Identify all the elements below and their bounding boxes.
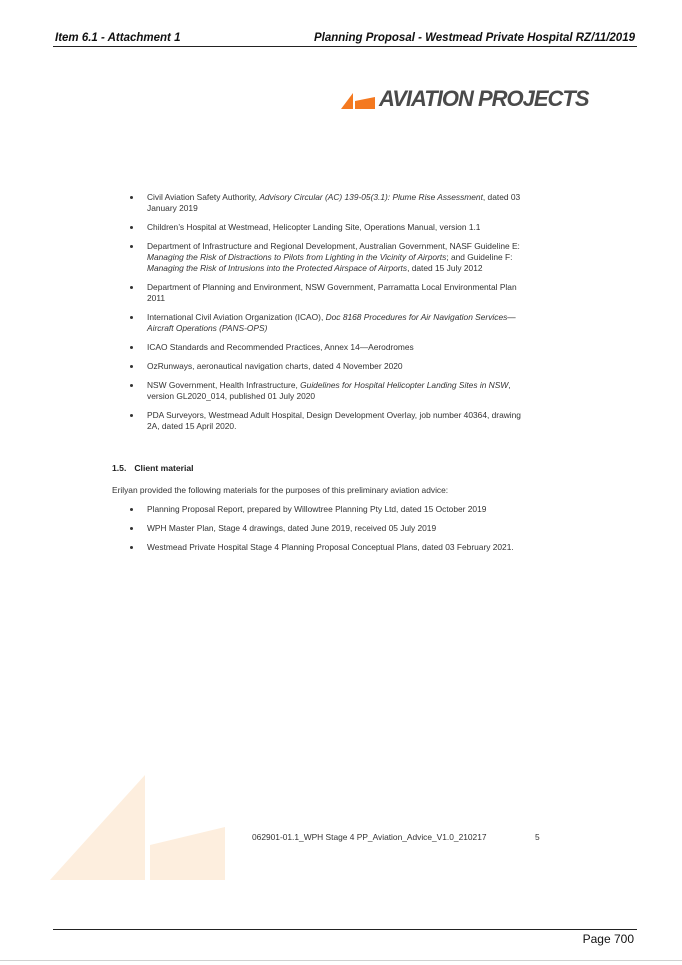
list-item: Department of Planning and Environment, NSW Government, Parramatta Local Environmental Plan 2011 — [130, 282, 530, 304]
aviation-projects-logo — [341, 86, 589, 112]
header-attachment-label: Item 6.1 - Attachment 1 — [55, 32, 181, 44]
list-item: WPH Master Plan, Stage 4 drawings, dated June 2019, received 05 July 2019 — [130, 523, 530, 534]
list-item: PDA Surveyors, Westmead Adult Hospital, Design Development Overlay, job number 40364, drawing 2A, dated 15 April 2020. — [130, 410, 530, 432]
list-item: Westmead Private Hospital Stage 4 Planning Proposal Conceptual Plans, dated 03 February 2021. — [130, 542, 530, 553]
watermark-logo-icon — [50, 775, 230, 883]
list-item: NSW Government, Health Infrastructure, Guidelines for Hospital Helicopter Landing Sites in NSW, version GL2020_014, published 01 July 2020 — [130, 380, 530, 402]
document-reference: 062901-01.1_WPH Stage 4 PP_Aviation_Advice_V1.0_210217 — [252, 832, 487, 842]
header-document-title: Planning Proposal - Westmead Private Hospital RZ/11/2019 — [313, 32, 635, 44]
section-title: Client material — [134, 463, 194, 473]
page-number: Page 700 — [582, 932, 634, 946]
list-item: ICAO Standards and Recommended Practices, Annex 14—Aerodromes — [130, 342, 530, 353]
footer-rule — [53, 929, 637, 930]
header-rule — [53, 46, 637, 47]
logo-text: AVIATION PROJECTS — [379, 86, 589, 111]
section-intro: Erilyan provided the following materials for the purposes of this preliminary aviation advice: — [112, 485, 449, 495]
logo-mark-icon — [341, 89, 375, 109]
list-item: OzRunways, aeronautical navigation charts, dated 4 November 2020 — [130, 361, 530, 372]
inner-page-number: 5 — [535, 832, 540, 842]
client-materials-list — [130, 504, 530, 561]
section-heading — [112, 463, 194, 473]
references-list — [130, 192, 530, 440]
page-bottom-edge — [0, 960, 682, 961]
list-item: International Civil Aviation Organization (ICAO), Doc 8168 Procedures for Air Navigation Services—Aircraft Operations (PANS-OPS) — [130, 312, 530, 334]
list-item: Planning Proposal Report, prepared by Willowtree Planning Pty Ltd, dated 15 October 2019 — [130, 504, 530, 515]
list-item: Civil Aviation Safety Authority, Advisory Circular (AC) 139-05(3.1): Plume Rise Assessment, dated 03 January 2019 — [130, 192, 530, 214]
list-item: Department of Infrastructure and Regional Development, Australian Government, NASF Guideline E: Managing the Risk of Distractions to Pilots from Lighting in the Vicinity of Airports; and Guideline F: Managing the Risk of Intrusions into the Protected Airspace of Airports, dated 15 July 2012 — [130, 241, 530, 274]
section-number: 1.5. — [112, 463, 127, 473]
list-item: Children’s Hospital at Westmead, Helicopter Landing Site, Operations Manual, version 1.1 — [130, 222, 530, 233]
